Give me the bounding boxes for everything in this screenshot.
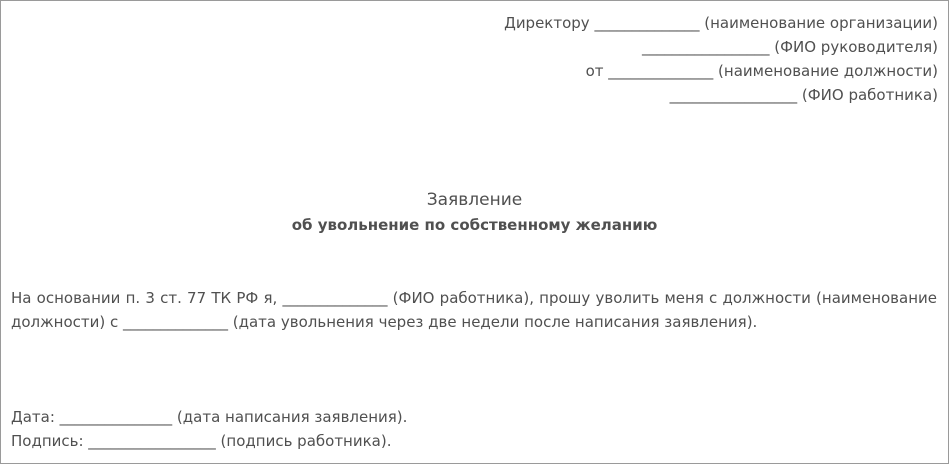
addressee-director-line: Директору ______________ (наименование организации) xyxy=(504,14,938,32)
document-title-block xyxy=(1,187,948,237)
sender-name-line: _________________ (ФИО работника) xyxy=(669,86,938,104)
signature-line: Подпись: _________________ (подпись работника). xyxy=(11,432,392,450)
document-title: Заявление xyxy=(426,190,523,210)
document-subtitle: об увольнение по собственному желанию xyxy=(291,216,658,234)
addressee-director-name-line: _________________ (ФИО руководителя) xyxy=(641,38,938,56)
signature-block xyxy=(11,405,407,453)
addressee-block xyxy=(504,11,938,107)
request-paragraph: На основании п. 3 ст. 77 ТК РФ я, ______________ (ФИО работника), прошу уволить меня с должности (наименование должности) с ______________ (дата увольнения через две недели после написания заявления). xyxy=(11,289,937,331)
sender-position-line: от ______________ (наименование должности) xyxy=(585,62,938,80)
date-line: Дата: _______________ (дата написания заявления). xyxy=(11,408,408,426)
